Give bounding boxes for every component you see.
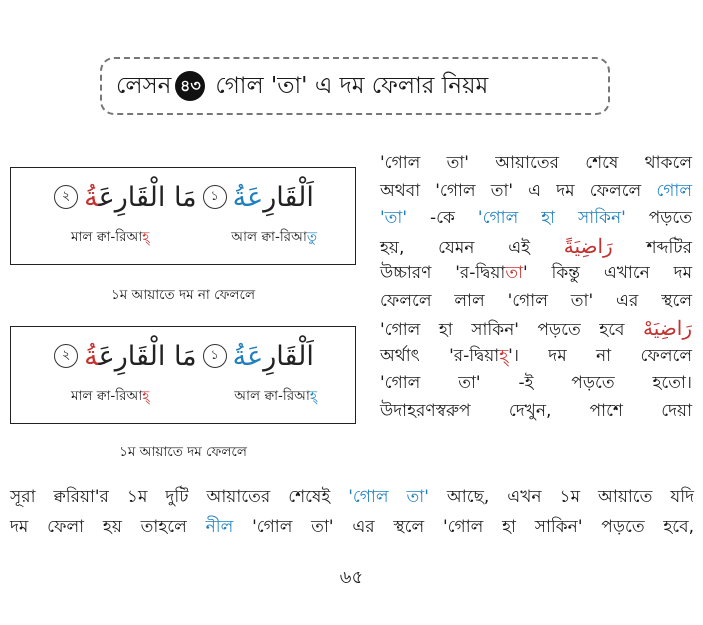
transliteration-left: মাল ক্বা-রিআহ্ [71, 388, 150, 404]
body-line: হয়, যেমন এই رَاضِيَةً শব্দটির [380, 233, 692, 258]
ayah-marker-2: ২ [54, 185, 78, 209]
transliteration-right: আল ক্বা-রিআহ্ [234, 388, 317, 404]
body-line: 'তা' -কে 'গোল হা সাকিন' পড়তে [380, 208, 693, 228]
body-line: উচ্চারণ 'র-দ্বিয়াতা' কিন্তু এখানে দম [380, 263, 693, 283]
body-line: 'গোল তা' আয়াতের শেষে থাকলে [380, 153, 692, 173]
body-line: উদাহরণস্বরুপ দেখুন, পাশে দেয়া [380, 400, 692, 421]
body-line: ফেললে লাল 'গোল তা' এর স্থলে [380, 290, 692, 311]
ayah-marker-1: ১ [203, 344, 227, 368]
transliteration-left: মাল ক্বা-রিআহ্ [71, 229, 150, 245]
example-caption-1: ১ম আয়াতে দম না ফেললে [110, 287, 256, 303]
ayah-marker-1: ১ [203, 185, 227, 209]
transliteration-right: আল ক্বা-রিআতু [231, 229, 317, 245]
arabic-word-raadiyah: رَاضِيَهْ [643, 316, 692, 340]
lesson-header [100, 57, 610, 115]
body-line-full-width: দম ফেলা হয় তাহলে নীল 'গোল তা' এর স্থলে 'গোল হা সাকিন' পড়তে হবে, [10, 517, 695, 537]
example-caption-2: ১ম আয়াতে দম ফেললে [119, 444, 247, 460]
body-line-full-width: সূরা ক্বরিয়া'র ১ম দুটি আয়াতের শেষেই 'গোল তা' আছে, এখন ১ম আয়াতে যদি [10, 487, 694, 507]
body-line: অর্থাৎ 'র-দ্বিয়াহ্'। দম না ফেললে [380, 345, 692, 366]
lesson-label: লেসন [116, 72, 172, 99]
body-text-column [380, 150, 692, 425]
example-card-2 [10, 326, 356, 424]
page-number: ৬৫ [339, 567, 364, 588]
example-card-1 [10, 167, 356, 265]
arabic-ayah-1: اَلْقَارِعَةُ [232, 340, 314, 372]
transliteration-row [11, 385, 355, 408]
lesson-number-badge: ৪৩ [175, 71, 205, 101]
arabic-ayah-2: مَا الْقَارِعَةُ [84, 340, 197, 372]
ayah-marker-2: ২ [54, 344, 78, 368]
arabic-ayah-2: مَا الْقَارِعَةُ [84, 181, 197, 213]
body-line: 'গোল তা' -ই পড়তে হতো। [380, 373, 692, 393]
lesson-title: গোল 'তা' এ দম ফেলার নিয়ম [215, 72, 489, 99]
body-line: 'গোল হা সাকিন' পড়তে হবে رَاضِيَهْ [380, 316, 692, 340]
arabic-verse-row [11, 327, 355, 385]
transliteration-row [11, 226, 355, 249]
body-line: অথবা 'গোল তা' এ দম ফেললে গোল [380, 180, 692, 201]
arabic-word-raadiyatan: رَاضِيَةً [563, 233, 613, 258]
arabic-verse-row [11, 168, 355, 226]
arabic-ayah-1: اَلْقَارِعَةُ [232, 181, 314, 213]
